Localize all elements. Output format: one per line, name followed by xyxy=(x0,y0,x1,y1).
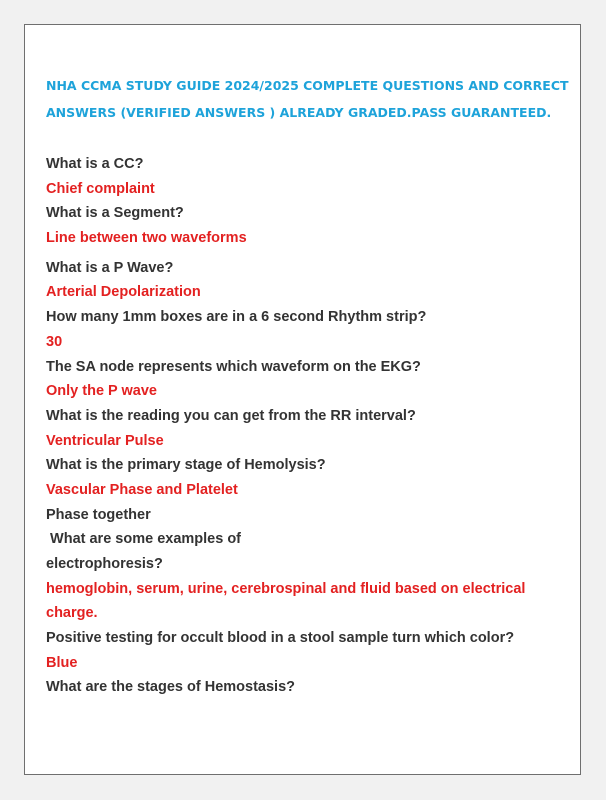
question-line: The SA node represents which waveform on the EKG? xyxy=(46,358,421,375)
answer-line: Line between two waveforms xyxy=(46,230,247,247)
question-line: What is a Segment? xyxy=(46,205,184,222)
question-line: What is the reading you can get from the RR interval? xyxy=(46,407,416,424)
answer-line: 30 xyxy=(46,333,63,350)
answer-line: charge. xyxy=(46,605,98,622)
answer-line: Vascular Phase and Platelet xyxy=(46,481,238,498)
question-line: What is a P Wave? xyxy=(46,259,174,276)
question-line: What are the stages of Hemostasis? xyxy=(46,679,295,696)
question-line: Positive testing for occult blood in a stool sample turn which color? xyxy=(46,630,515,647)
title-line-2: ANSWERS (VERIFIED ANSWERS ) ALREADY GRADED.PASS GUARANTEED. xyxy=(46,105,552,120)
question-line: What is a CC? xyxy=(46,156,144,172)
answer-line: Arterial Depolarization xyxy=(46,284,201,301)
document-title xyxy=(46,72,569,126)
answer-line: Only the P wave xyxy=(46,383,157,400)
answer-line: Blue xyxy=(46,654,78,671)
answer-line: hemoglobin, serum, urine, cerebrospinal and fluid based on electrical xyxy=(46,580,526,597)
answer-line: Chief complaint xyxy=(46,180,155,197)
question-line: What is the primary stage of Hemolysis? xyxy=(46,457,326,474)
question-line: Phase together xyxy=(46,506,151,523)
qa-list xyxy=(46,152,546,700)
question-line: How many 1mm boxes are in a 6 second Rhythm strip? xyxy=(46,309,427,326)
question-line: electrophoresis? xyxy=(46,556,163,572)
answer-line: Ventricular Pulse xyxy=(46,432,164,449)
question-line: What are some examples of xyxy=(46,531,242,548)
title-line-1: NHA CCMA STUDY GUIDE 2024/2025 COMPLETE QUESTIONS AND CORRECT xyxy=(46,78,569,93)
